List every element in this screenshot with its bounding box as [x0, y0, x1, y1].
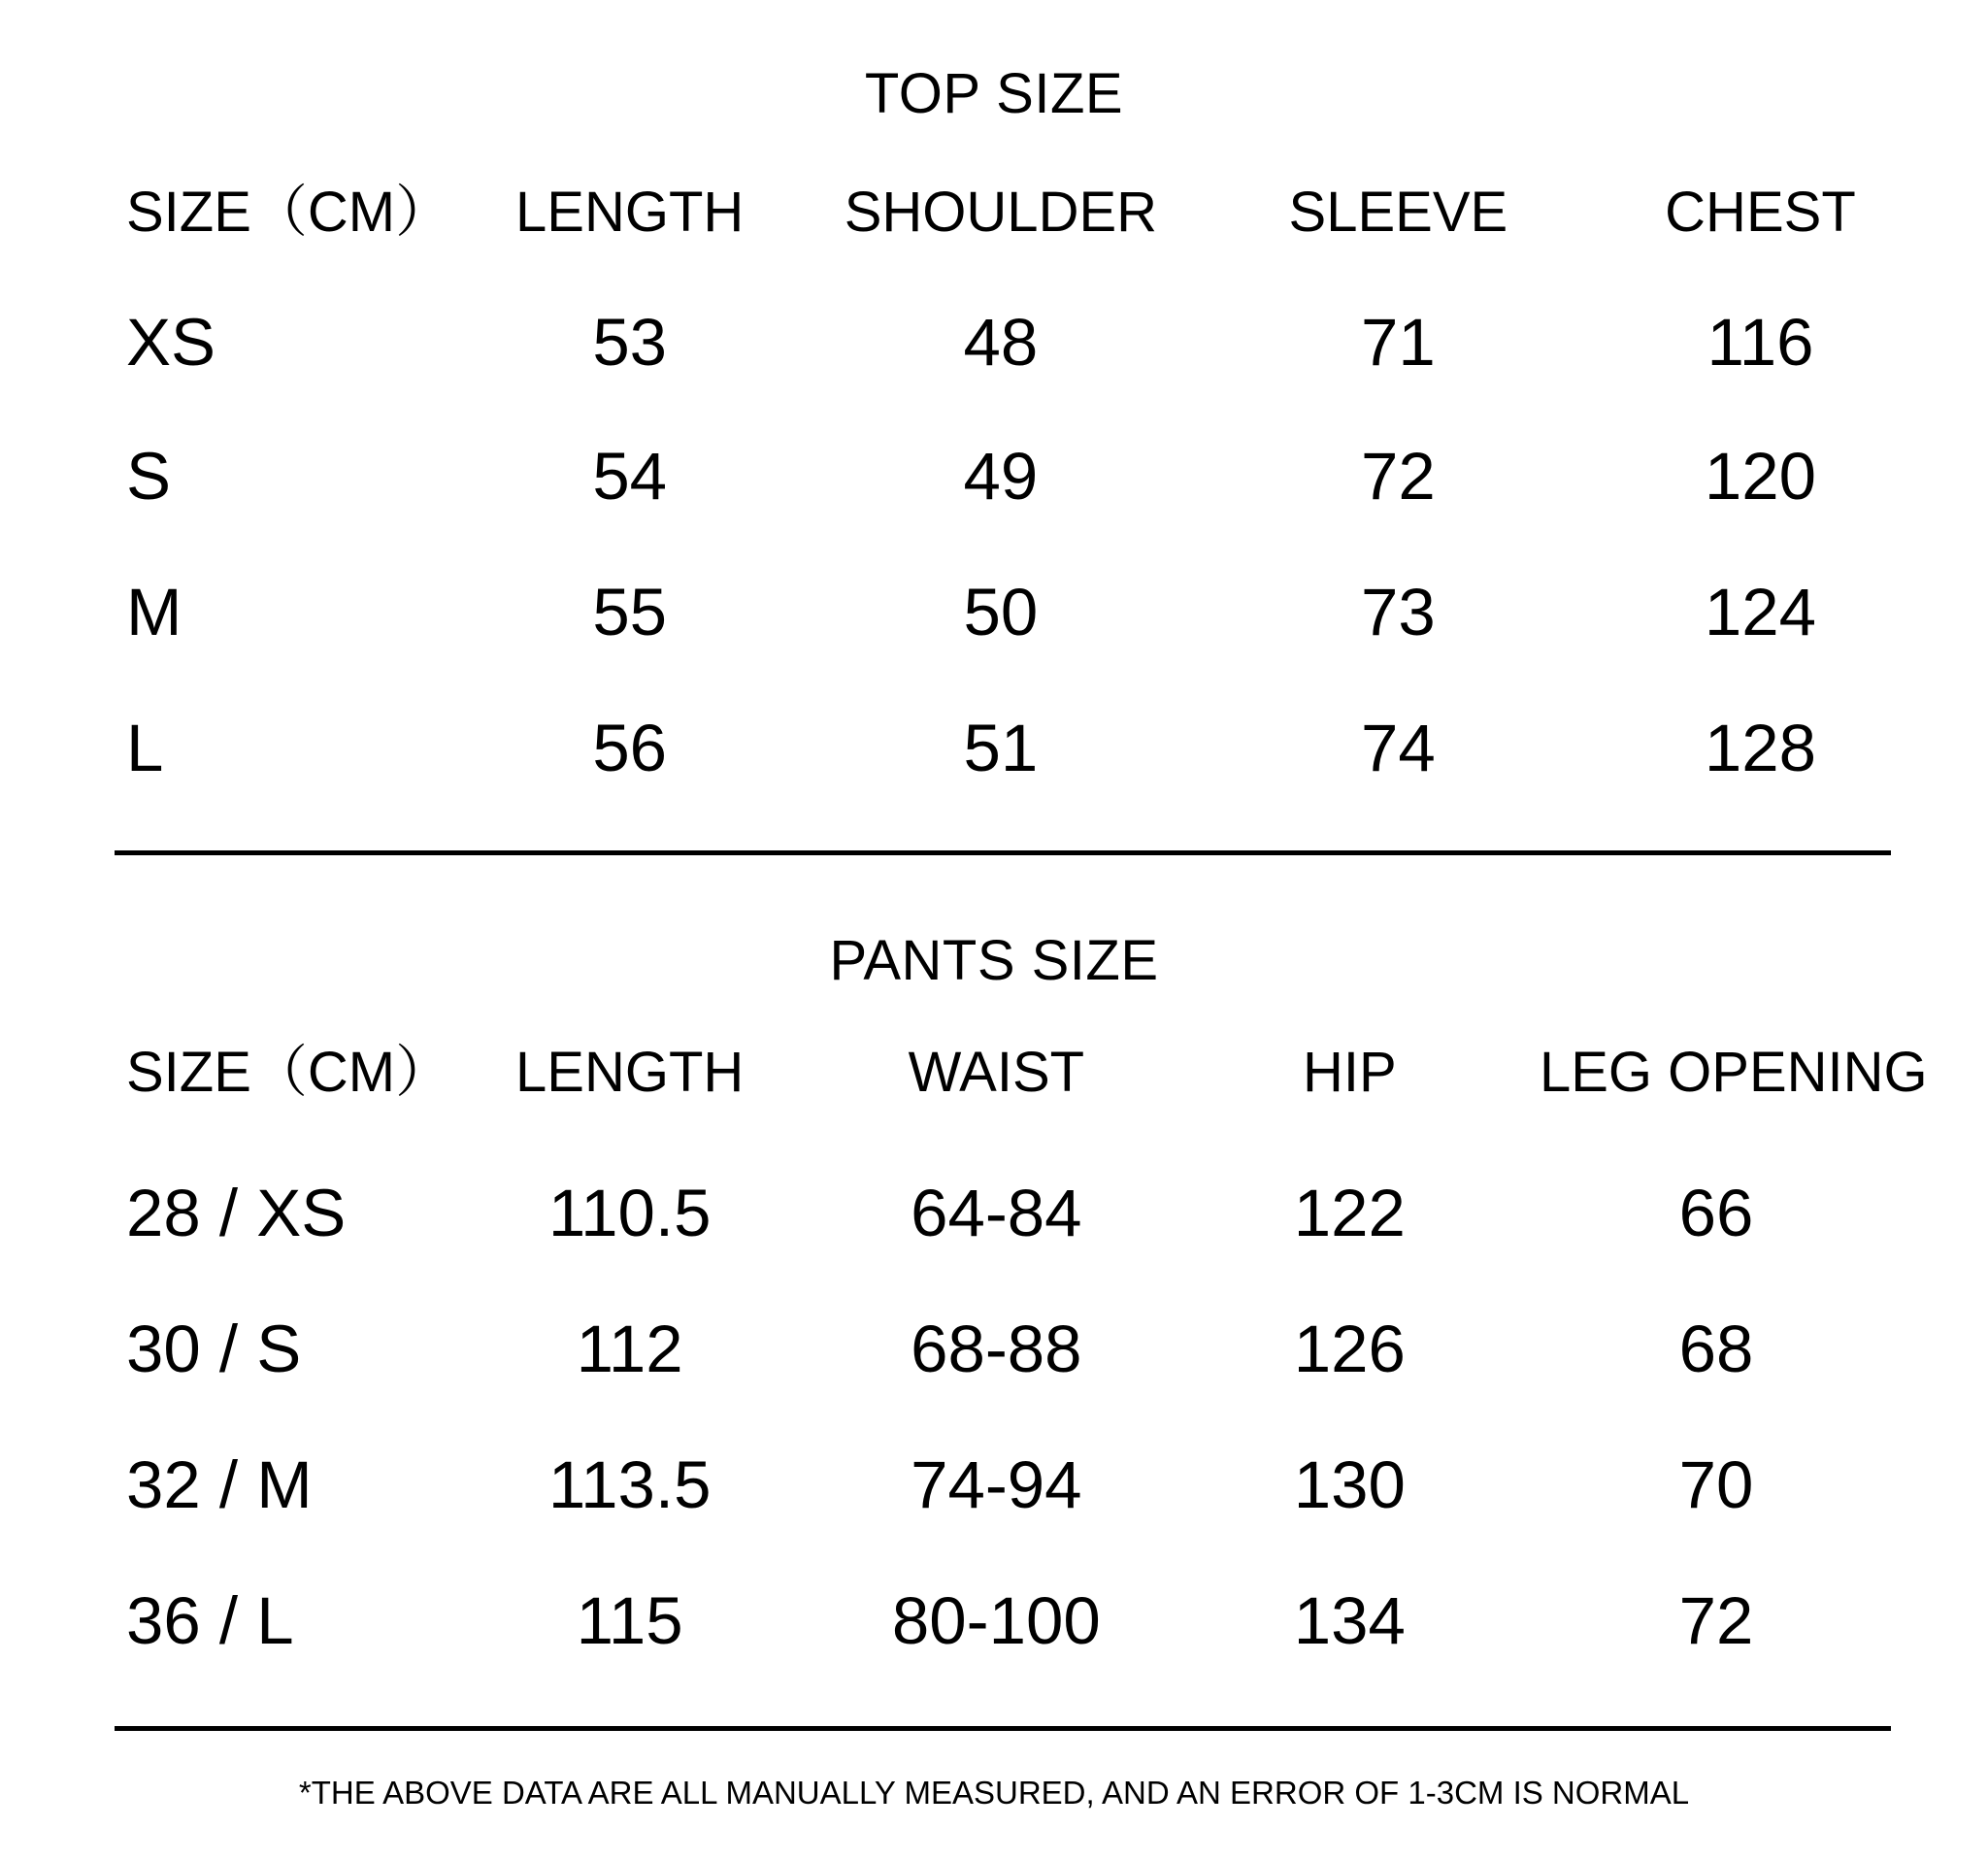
top-header-shoulder: SHOULDER	[844, 181, 1158, 244]
size-label: 30 / S	[126, 1312, 302, 1386]
waist-value: 74-94	[911, 1447, 1082, 1522]
shoulder-value: 49	[963, 439, 1039, 514]
top-header-size-cm: SIZE（CM）	[126, 181, 452, 244]
chest-value: 124	[1704, 575, 1817, 649]
chest-value: 120	[1704, 439, 1817, 514]
table-row-28-xs	[126, 1176, 1893, 1250]
section-divider-line	[115, 850, 1891, 855]
length-value: 112	[576, 1312, 683, 1386]
size-label: S	[126, 439, 172, 514]
top-size-header-row	[126, 181, 1893, 244]
sleeve-value: 73	[1361, 575, 1436, 649]
top-size-table	[0, 62, 1988, 785]
top-header-chest: CHEST	[1665, 181, 1856, 244]
hip-value: 126	[1293, 1312, 1406, 1386]
table-row-m	[126, 575, 1893, 649]
shoulder-value: 48	[963, 305, 1039, 380]
leg-opening-value: 70	[1678, 1447, 1754, 1522]
length-value: 110.5	[547, 1176, 712, 1250]
size-label: 28 / XS	[126, 1176, 347, 1250]
table-row-36-l	[126, 1583, 1893, 1658]
sleeve-value: 74	[1361, 711, 1436, 785]
table-row-30-s	[126, 1312, 1893, 1386]
length-value: 115	[576, 1583, 683, 1658]
shoulder-value: 51	[963, 711, 1039, 785]
pants-size-title: PANTS SIZE	[829, 929, 1159, 992]
measurement-disclaimer: *THE ABOVE DATA ARE ALL MANUALLY MEASURED, AND AN ERROR OF 1-3CM IS NORMAL	[298, 1775, 1690, 1811]
chest-value: 128	[1704, 711, 1817, 785]
length-value: 54	[592, 439, 668, 514]
leg-opening-value: 72	[1678, 1583, 1754, 1658]
pants-header-leg-opening: LEG OPENING	[1539, 1041, 1928, 1104]
leg-opening-value: 66	[1678, 1176, 1754, 1250]
length-value: 56	[592, 711, 668, 785]
pants-header-hip: HIP	[1302, 1041, 1397, 1104]
size-label: L	[126, 711, 164, 785]
pants-size-header-row	[126, 1041, 1928, 1104]
bottom-divider-line	[115, 1726, 1891, 1731]
size-label: M	[126, 575, 182, 649]
pants-header-waist: WAIST	[908, 1041, 1085, 1104]
table-row-s	[126, 439, 1893, 514]
waist-value: 68-88	[911, 1312, 1082, 1386]
table-row-32-m	[126, 1447, 1893, 1522]
shoulder-value: 50	[963, 575, 1039, 649]
top-header-sleeve: SLEEVE	[1288, 181, 1508, 244]
hip-value: 130	[1293, 1447, 1406, 1522]
hip-value: 134	[1293, 1583, 1406, 1658]
sleeve-value: 71	[1361, 305, 1436, 380]
pants-header-length: LENGTH	[515, 1041, 745, 1104]
chest-value: 116	[1706, 305, 1814, 380]
pants-header-size-cm: SIZE（CM）	[126, 1041, 452, 1104]
size-label: 32 / M	[126, 1447, 313, 1522]
length-value: 113.5	[547, 1447, 712, 1522]
hip-value: 122	[1293, 1176, 1406, 1250]
sleeve-value: 72	[1361, 439, 1436, 514]
leg-opening-value: 68	[1678, 1312, 1754, 1386]
length-value: 55	[592, 575, 668, 649]
table-row-l	[126, 711, 1893, 785]
waist-value: 64-84	[911, 1176, 1082, 1250]
size-label: XS	[126, 305, 216, 380]
top-size-title: TOP SIZE	[864, 62, 1124, 125]
top-header-length: LENGTH	[515, 181, 745, 244]
waist-value: 80-100	[891, 1583, 1101, 1658]
length-value: 53	[592, 305, 668, 380]
size-label: 36 / L	[126, 1583, 294, 1658]
table-row-xs	[126, 305, 1893, 380]
pants-size-table	[0, 929, 1988, 1658]
